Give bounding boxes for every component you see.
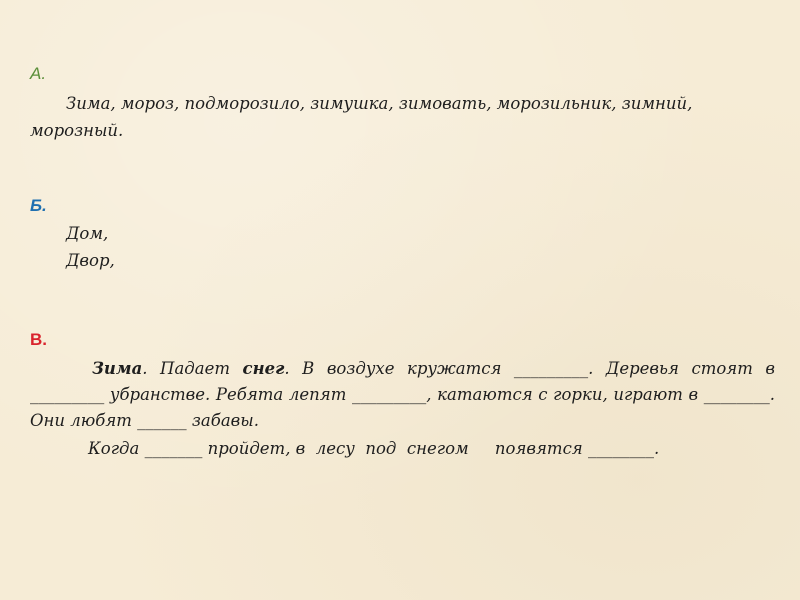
- section-v-label: В.: [30, 330, 47, 349]
- word-snow: снег: [242, 359, 285, 378]
- section-v-text-1: . Падает: [142, 359, 243, 378]
- section-a-text: Зима, мороз, подморозило, зимушка, зимовать, морозильник, зимний, морозный.: [30, 94, 693, 140]
- section-b-line-dvor: Двор,: [66, 251, 115, 270]
- section-v-last-line: Когда _______ пройдет, в лесу под снегом появятся ________.: [88, 439, 660, 458]
- word-winter: Зима: [92, 359, 143, 378]
- section-a-label: А.: [30, 64, 47, 83]
- section-b-label: Б.: [30, 196, 47, 215]
- section-v-paragraph: [30, 356, 775, 434]
- section-b-line-dom: Дом,: [66, 224, 109, 243]
- section-v-text-2: . В воздухе кружатся _________. Деревья стоят в _________ убранстве. Ребята лепят _________, катаются с горки, играют в ________. Они любят ______ забавы.: [30, 359, 776, 430]
